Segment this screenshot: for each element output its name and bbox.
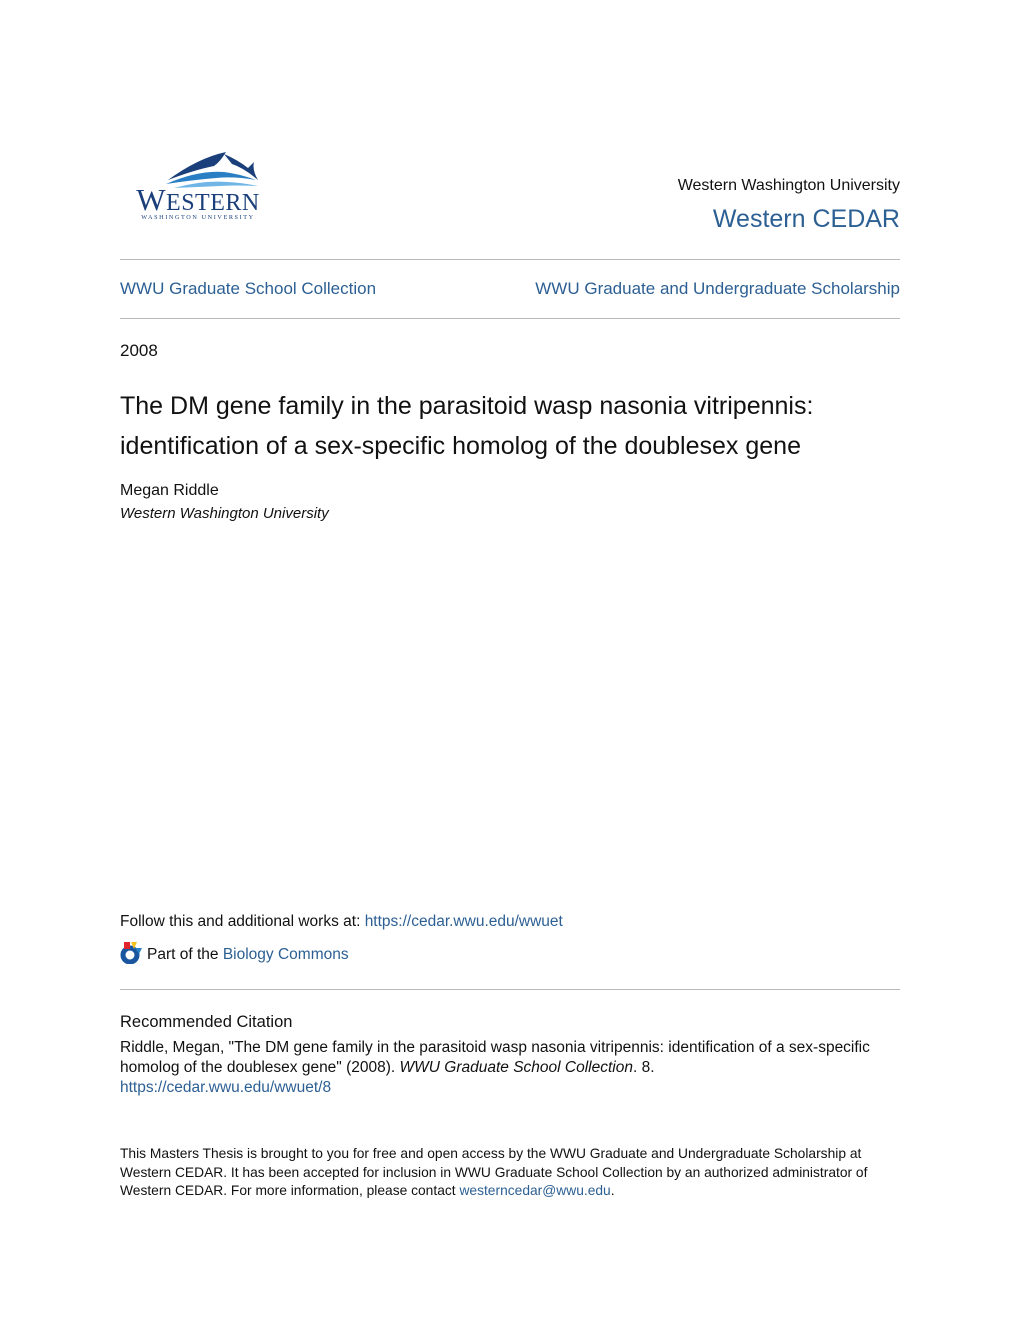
access-statement-text: This Masters Thesis is brought to you for free and open access by the WWU Graduate and Undergraduate Scholarship at Western CEDAR. It has been accepted for inclusion in WWU Graduate School Collection by an authorized administrator of Western CEDAR. For more information, please contact bbox=[120, 1146, 868, 1198]
citation-body bbox=[120, 1038, 900, 1098]
logo-wordmark: WESTERN bbox=[136, 182, 260, 217]
scholarship-link[interactable]: WWU Graduate and Undergraduate Scholarship bbox=[535, 279, 900, 298]
citation-url-link[interactable]: https://cedar.wwu.edu/wwuet/8 bbox=[120, 1079, 332, 1096]
part-of-line bbox=[120, 940, 349, 964]
divider-top bbox=[120, 259, 900, 260]
follow-line bbox=[120, 913, 563, 931]
institution-name: Western Washington University bbox=[677, 177, 900, 194]
author-name: Megan Riddle bbox=[120, 482, 219, 499]
divider-nav bbox=[120, 318, 900, 319]
access-statement bbox=[120, 1145, 880, 1201]
citation-number: . 8. bbox=[633, 1059, 655, 1076]
repository-link[interactable]: Western CEDAR bbox=[712, 205, 900, 233]
network-commons-icon bbox=[120, 940, 144, 964]
logo-subtitle: WASHINGTON UNIVERSITY bbox=[141, 214, 255, 221]
biology-commons-link[interactable]: Biology Commons bbox=[222, 946, 349, 963]
divider-citation bbox=[120, 989, 900, 990]
citation-series: WWU Graduate School Collection bbox=[399, 1059, 633, 1076]
part-of-prefix: Part of the bbox=[147, 946, 223, 963]
contact-email-link[interactable]: westerncedar@wwu.edu bbox=[459, 1183, 611, 1198]
document-title: The DM gene family in the parasitoid wasp nasonia vitripennis: identification of a sex-specific homolog of the doublesex gene bbox=[120, 392, 814, 460]
follow-label: Follow this and additional works at: bbox=[120, 913, 365, 930]
follow-url-link[interactable]: https://cedar.wwu.edu/wwuet bbox=[364, 913, 563, 930]
author-affiliation: Western Washington University bbox=[120, 505, 329, 522]
citation-text: Riddle, Megan, "The DM gene family in the parasitoid wasp nasonia vitripennis: identification of a sex-specific homolog of the doublesex gene" (2008). bbox=[120, 1039, 870, 1076]
collection-link[interactable]: WWU Graduate School Collection bbox=[120, 279, 377, 298]
citation-heading: Recommended Citation bbox=[120, 1013, 293, 1031]
access-statement-end: . bbox=[610, 1183, 615, 1198]
publication-year: 2008 bbox=[120, 341, 158, 360]
western-logo[interactable] bbox=[128, 150, 268, 225]
